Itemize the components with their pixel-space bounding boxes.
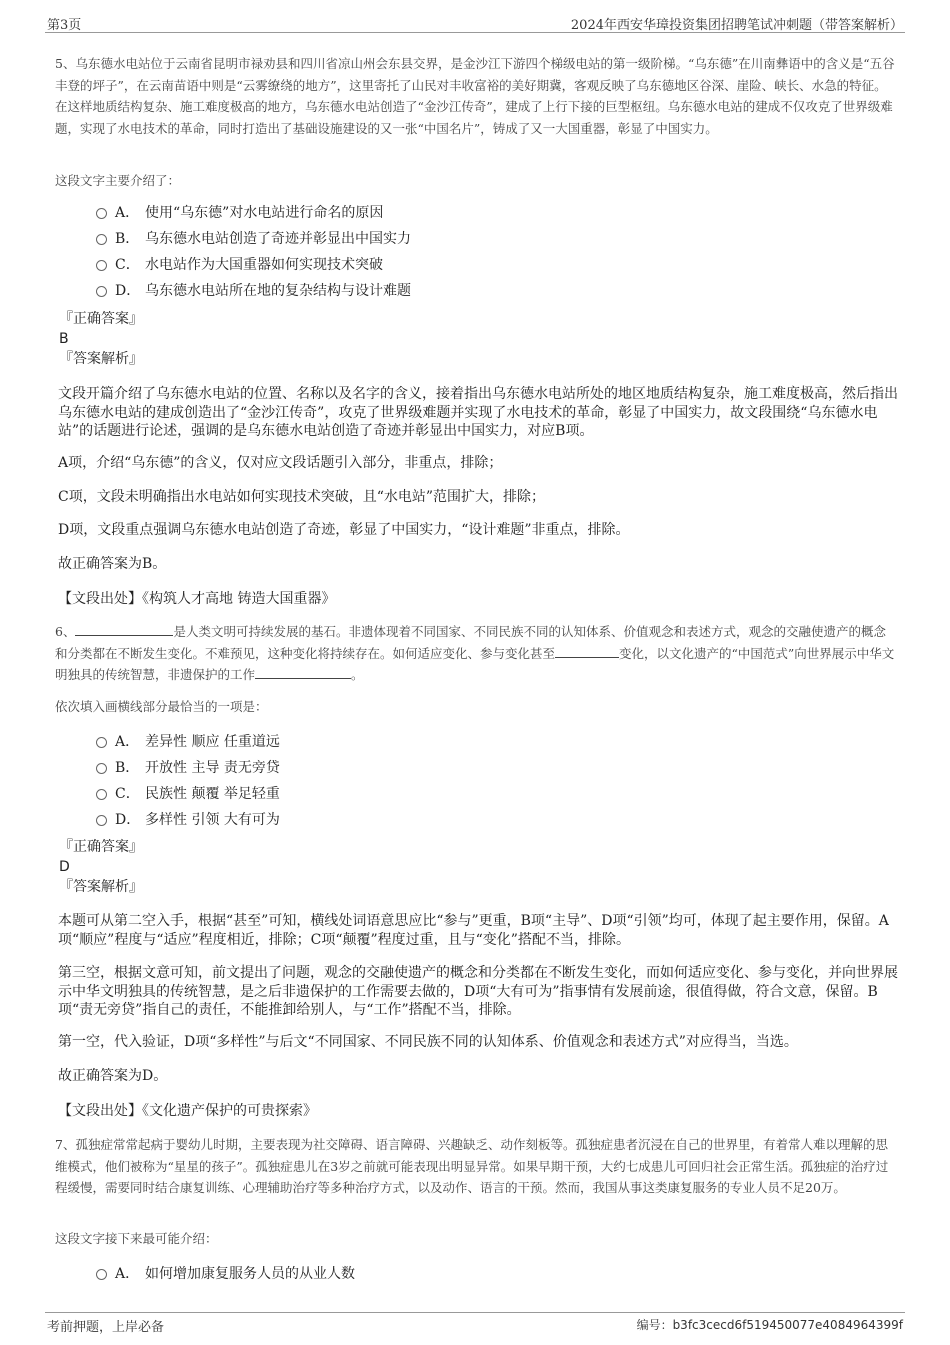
option-c[interactable]: C． 民族性 颠覆 举足轻重 bbox=[55, 781, 897, 807]
footer-slogan: 考前押题，上岸必备 bbox=[47, 1320, 165, 1335]
analysis-paragraph: 故正确答案为D。 bbox=[58, 1068, 168, 1084]
passage-source: 【文段出处】《文化遗产保护的可贵探索》 bbox=[58, 1103, 317, 1119]
analysis-paragraph: 故正确答案为B。 bbox=[58, 556, 167, 572]
page-footer bbox=[45, 1312, 905, 1337]
fill-blank bbox=[75, 623, 173, 636]
page-number: 第3页 bbox=[47, 18, 82, 33]
analysis-paragraph: 文段开篇介绍了乌东德水电站的位置、名称以及名字的含义，接着指出乌东德水电站所处的地区地质结构复杂，施工难度极高，然后指出乌东德水电站的建成创造出了“金沙江传奇”，攻克了世界级难题并实现了水电技术的革命，彰显了中国实力，故文段围绕“乌东德水电站”的话题进行论述，强调的是乌东德水电站创造了奇迹并彰显出中国实力，对应B项。 bbox=[58, 386, 898, 439]
analysis-paragraph: 第三空，根据文意可知，前文提出了问题，观念的交融使遗产的概念和分类都在不断发生变化，而如何适应变化、参与变化，并向世界展示中华文明独具的传统智慧，是之后非遗保护的工作需要去做的，D项“大有可为”指事情有发展前途，很值得做，符合文意，保留。B项“责无旁贷”指自己的责任，不能推卸给别人，与“工作”搭配不当，排除。 bbox=[58, 965, 898, 1018]
question-text: 5、乌东德水电站位于云南省昆明市禄劝县和四川省凉山州会东县交界，是金沙江下游四个梯级电站的第一级阶梯。“乌东德”在川南彝语中的含义是“五谷丰登的坪子”，在云南苗语中则是“云雾缭绕的地方”，这里寄托了山民对丰收富裕的美好期冀，客观反映了乌东德地区谷深、崖险、峡长、水急的特征。在这样地质结构复杂、施工难度极高的地方，乌东德水电站创造了“金沙江传奇”，建成了上行下接的巨型枢纽。乌东德水电站的建成不仅攻克了世界级难题，实现了水电技术的革命，同时打造出了基础设施建设的又一张“中国名片”，铸成了又一大国重器，彰显了中国实力。 bbox=[55, 56, 895, 136]
document-title: 2024年西安华璋投资集团招聘笔试冲刺题（带答案解析） bbox=[570, 18, 903, 33]
document-id: 编号：b3fc3cecd6f519450077e4084964399f bbox=[636, 1318, 903, 1332]
radio-button[interactable] bbox=[96, 763, 107, 774]
question-7 bbox=[55, 1134, 897, 1199]
option-d[interactable]: D． 多样性 引领 大有可为 bbox=[55, 807, 897, 833]
option-b[interactable]: B． 乌东德水电站创造了奇迹并彰显出中国实力 bbox=[55, 226, 897, 252]
radio-button[interactable] bbox=[96, 234, 107, 245]
question-prompt: 依次填入画横线部分最恰当的一项是： bbox=[55, 699, 268, 714]
fill-blank bbox=[255, 666, 351, 679]
option-a[interactable]: A． 使用“乌东德”对水电站进行命名的原因 bbox=[55, 200, 897, 226]
option-a[interactable]: A． 如何增加康复服务人员的从业人数 bbox=[55, 1261, 897, 1287]
option-c[interactable]: C． 水电站作为大国重器如何实现技术突破 bbox=[55, 252, 897, 278]
analysis-block bbox=[58, 385, 900, 441]
answer-label: 『正确答案』 bbox=[59, 311, 143, 327]
analysis-label: 『答案解析』 bbox=[59, 351, 143, 367]
radio-button[interactable] bbox=[96, 789, 107, 800]
question-text: 7、孤独症常常起病于婴幼儿时期，主要表现为社交障碍、语言障碍、兴趣缺乏、动作刻板等。孤独症患者沉浸在自己的世界里，有着常人难以理解的思维模式，他们被称为“星星的孩子”。孤独症患儿在3岁之前就可能表现出明显异常。如果早期干预，大约七成患儿可回归社会正常生活。孤独症的治疗过程缓慢，需要同时结合康复训练、心理辅助治疗等多种治疗方式，以及动作、语言的干预。然而，我国从事这类康复服务的专业人员不足20万。 bbox=[55, 1137, 889, 1195]
analysis-paragraph: C项，文段未明确指出水电站如何实现技术突破，且“水电站”范围扩大，排除； bbox=[58, 489, 546, 505]
question-text: 6、 是人类文明可持续发展的基石。非遗体现着不同国家、不同民族不同的认知体系、价值观念和表述方式，观念的交融使遗产的概念和分类都在不断发生变化。不难预见，这种变化将持续存在。如何适应变化、参与变化甚至 变化，以文化遗产的“中国范式”向世界展示中华文明独具的传统智慧，非遗保护的工作 。 bbox=[55, 624, 895, 682]
analysis-paragraph: D项，文段重点强调乌东德水电站创造了奇迹，彰显了中国实力，“设计难题”非重点，排除。 bbox=[58, 522, 630, 538]
answer-label: 『正确答案』 bbox=[59, 839, 143, 855]
radio-button[interactable] bbox=[96, 208, 107, 219]
analysis-block bbox=[58, 912, 900, 949]
analysis-paragraph: A项，介绍“乌东德”的含义，仅对应文段话题引入部分，非重点，排除； bbox=[58, 455, 503, 471]
options-list bbox=[55, 729, 897, 833]
options-list bbox=[55, 200, 897, 304]
option-d[interactable]: D． 乌东德水电站所在地的复杂结构与设计难题 bbox=[55, 278, 897, 304]
analysis-paragraph: 第一空，代入验证，D项“多样性”与后文“不同国家、不同民族不同的认知体系、价值观念和表述方式”对应得当，当选。 bbox=[58, 1034, 798, 1050]
options-list bbox=[55, 1261, 897, 1287]
radio-button[interactable] bbox=[96, 737, 107, 748]
option-a[interactable]: A． 差异性 顺应 任重道远 bbox=[55, 729, 897, 755]
radio-button[interactable] bbox=[96, 815, 107, 826]
passage-source: 【文段出处】《构筑人才高地 铸造大国重器》 bbox=[58, 591, 336, 607]
fill-blank bbox=[555, 645, 619, 658]
analysis-label: 『答案解析』 bbox=[59, 879, 143, 895]
radio-button[interactable] bbox=[96, 260, 107, 271]
question-6 bbox=[55, 621, 897, 686]
radio-button[interactable] bbox=[96, 1269, 107, 1280]
correct-answer: D bbox=[59, 859, 70, 875]
option-b[interactable]: B． 开放性 主导 责无旁贷 bbox=[55, 755, 897, 781]
page-header bbox=[45, 12, 905, 33]
analysis-paragraph: 本题可从第二空入手，根据“甚至”可知，横线处词语意思应比“参与”更重，B项“主导”、D项“引领”均可，体现了起主要作用，保留。A项“顺应”程度与“适应”程度相近，排除；C项“颠覆”程度过重，且与“变化”搭配不当，排除。 bbox=[58, 913, 889, 948]
question-5 bbox=[55, 53, 897, 139]
correct-answer: B bbox=[59, 331, 69, 347]
radio-button[interactable] bbox=[96, 286, 107, 297]
question-prompt: 这段文字主要介绍了： bbox=[55, 173, 181, 188]
question-prompt: 这段文字接下来最可能介绍： bbox=[55, 1231, 218, 1246]
